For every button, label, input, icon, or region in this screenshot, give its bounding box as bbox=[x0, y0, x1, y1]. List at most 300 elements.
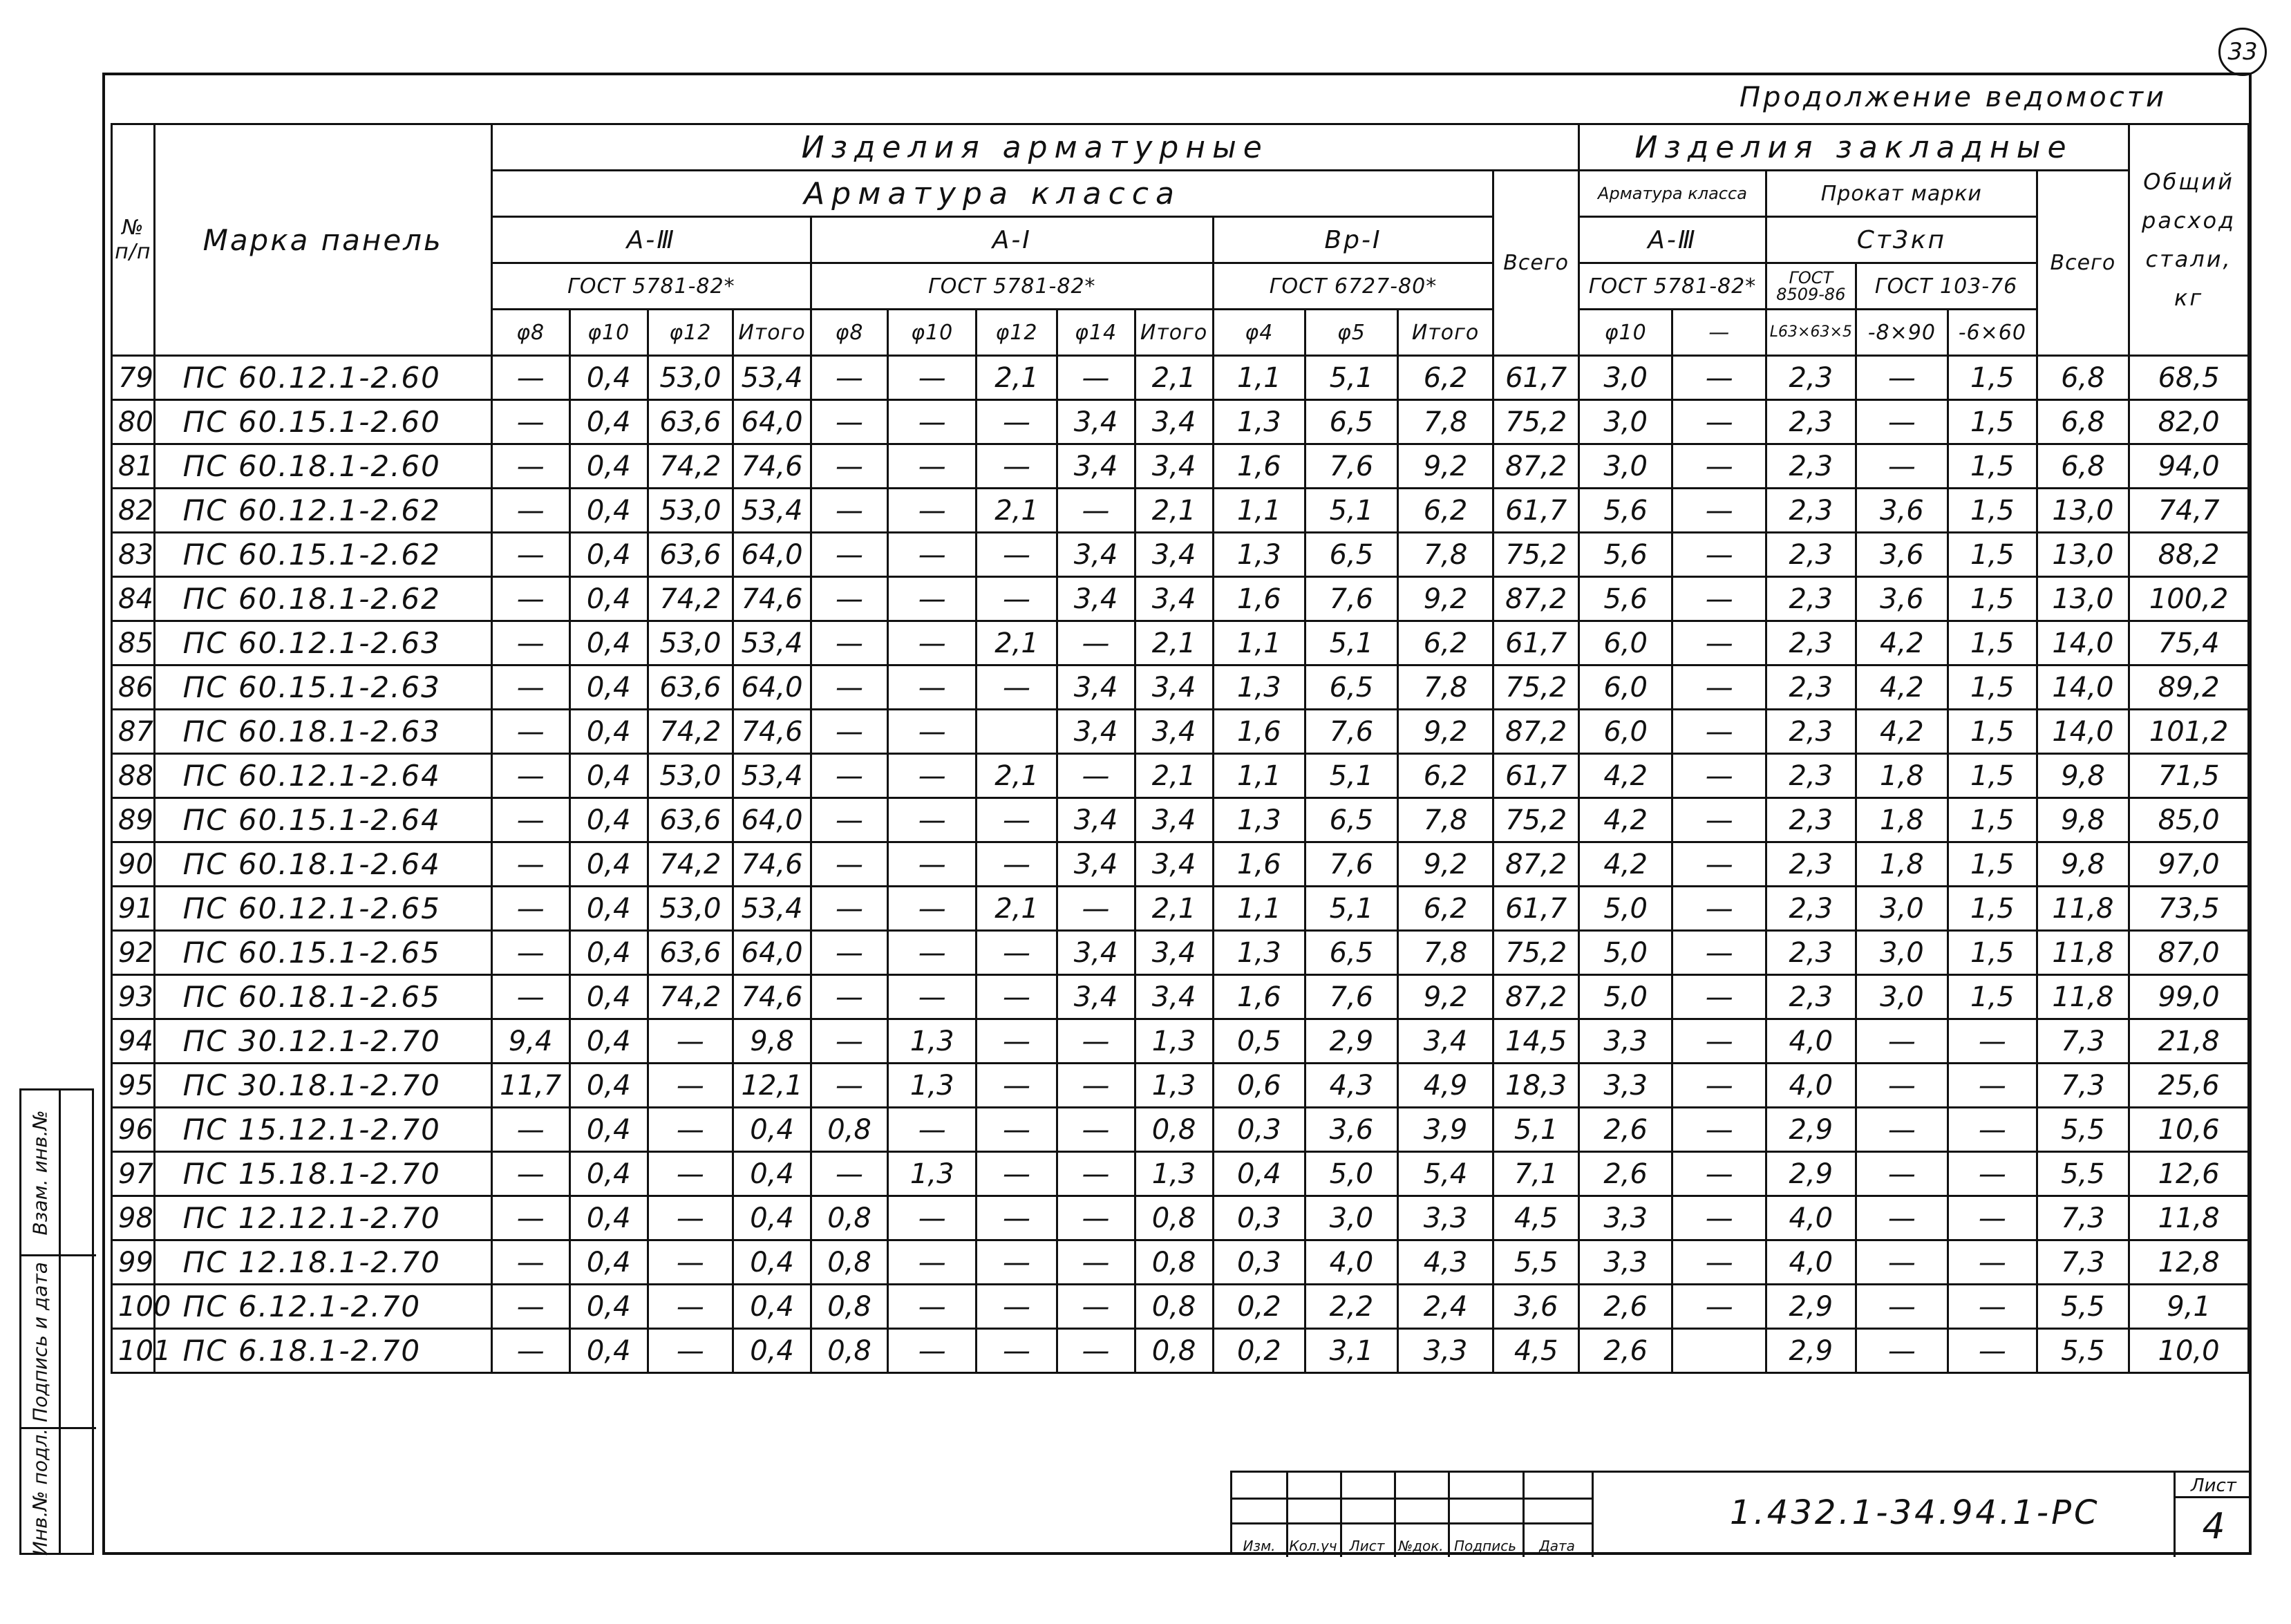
table-cell: 13,0 bbox=[2037, 489, 2129, 533]
revision-grid bbox=[1232, 1473, 1592, 1557]
table-cell: 4,0 bbox=[1305, 1240, 1398, 1285]
panel-mark: ПС 15.12.1-2.70 bbox=[154, 1108, 491, 1152]
table-row bbox=[112, 975, 2249, 1019]
table-cell: — bbox=[1856, 1019, 1948, 1064]
table-cell: 7,8 bbox=[1397, 400, 1493, 444]
table-cell: 14,0 bbox=[2037, 621, 2129, 665]
table-cell: 21,8 bbox=[2129, 1019, 2249, 1064]
table-cell: 2,3 bbox=[1766, 665, 1856, 710]
sheet-number: 4 bbox=[2202, 1506, 2225, 1547]
table-cell: — bbox=[811, 975, 888, 1019]
table-cell: 5,0 bbox=[1578, 887, 1672, 931]
table-cell: — bbox=[1057, 489, 1135, 533]
table-cell: 0,4 bbox=[733, 1196, 811, 1240]
table-cell: 6,0 bbox=[1578, 665, 1672, 710]
table-cell: 1,8 bbox=[1856, 754, 1948, 798]
table-cell: 1,6 bbox=[1213, 577, 1305, 621]
table-cell: 3,4 bbox=[1135, 533, 1213, 577]
tb-label-sign: Подпись bbox=[1454, 1538, 1516, 1554]
table-cell: 2,3 bbox=[1766, 489, 1856, 533]
table-cell: 3,0 bbox=[1856, 887, 1948, 931]
table-cell: 7,3 bbox=[2037, 1064, 2129, 1108]
table-cell: — bbox=[1948, 1108, 2037, 1152]
table-cell: 0,4 bbox=[733, 1240, 811, 1285]
table-cell: 53,0 bbox=[648, 887, 733, 931]
table-cell: 2,3 bbox=[1766, 931, 1856, 975]
table-cell: 3,4 bbox=[1135, 400, 1213, 444]
table-cell: 9,2 bbox=[1397, 842, 1493, 887]
table-cell: 0,4 bbox=[569, 975, 648, 1019]
table-cell: — bbox=[977, 1329, 1057, 1373]
table-cell: — bbox=[491, 931, 569, 975]
table-cell: 63,6 bbox=[648, 798, 733, 842]
table-cell: 53,0 bbox=[648, 356, 733, 400]
table-cell: 4,0 bbox=[1766, 1240, 1856, 1285]
table-cell: 1,3 bbox=[1213, 400, 1305, 444]
table-cell: 2,3 bbox=[1766, 356, 1856, 400]
table-cell: 0,4 bbox=[569, 1285, 648, 1329]
table-cell: 85,0 bbox=[2129, 798, 2249, 842]
table-cell: — bbox=[977, 975, 1057, 1019]
table-cell: 11,8 bbox=[2037, 931, 2129, 975]
col-vr-d4: φ4 bbox=[1213, 310, 1305, 356]
table-row bbox=[112, 489, 2249, 533]
table-cell: — bbox=[1948, 1329, 2037, 1373]
table-cell: 2,1 bbox=[977, 887, 1057, 931]
table-cell: 0,4 bbox=[569, 444, 648, 489]
header-group-rebar: Изделия арматурные bbox=[491, 124, 1578, 171]
table-cell: 1,5 bbox=[1948, 577, 2037, 621]
table-cell: 2,4 bbox=[1397, 1285, 1493, 1329]
table-cell: 0,4 bbox=[569, 489, 648, 533]
continuation-title: Продолжение ведомости bbox=[1739, 82, 2167, 113]
col-a1-d12: φ12 bbox=[977, 310, 1057, 356]
table-cell bbox=[1672, 1329, 1766, 1373]
table-cell: — bbox=[1856, 1240, 1948, 1285]
table-cell: 3,4 bbox=[1057, 577, 1135, 621]
table-cell: — bbox=[977, 665, 1057, 710]
table-cell: — bbox=[491, 577, 569, 621]
table-cell: — bbox=[888, 444, 977, 489]
table-cell: 3,4 bbox=[1135, 665, 1213, 710]
row-number: 84 bbox=[112, 577, 155, 621]
table-cell: 3,4 bbox=[1135, 931, 1213, 975]
table-cell: 9,8 bbox=[2037, 798, 2129, 842]
row-number: 81 bbox=[112, 444, 155, 489]
table-cell: — bbox=[1672, 887, 1766, 931]
table-cell: 1,6 bbox=[1213, 842, 1305, 887]
table-cell: — bbox=[491, 1329, 569, 1373]
sign-date-cell bbox=[21, 1256, 59, 1429]
table-cell: 6,2 bbox=[1397, 887, 1493, 931]
row-number: 101 bbox=[112, 1329, 155, 1373]
table-cell: 0,4 bbox=[569, 710, 648, 754]
table-row bbox=[112, 1019, 2249, 1064]
table-cell: 6,2 bbox=[1397, 489, 1493, 533]
table-cell: 3,3 bbox=[1578, 1019, 1672, 1064]
table-cell: 2,1 bbox=[977, 621, 1057, 665]
table-cell: — bbox=[1672, 842, 1766, 887]
table-cell: 1,3 bbox=[1135, 1152, 1213, 1196]
table-cell: 3,6 bbox=[1856, 577, 1948, 621]
table-cell: 3,3 bbox=[1578, 1064, 1672, 1108]
table-cell: — bbox=[1057, 1108, 1135, 1152]
panel-mark: ПС 60.12.1-2.63 bbox=[154, 621, 491, 665]
table-cell: 53,4 bbox=[733, 621, 811, 665]
table-cell: 88,2 bbox=[2129, 533, 2249, 577]
table-cell: — bbox=[811, 444, 888, 489]
table-cell: 53,4 bbox=[733, 489, 811, 533]
table-cell: 1,6 bbox=[1213, 710, 1305, 754]
table-cell: 2,1 bbox=[1135, 887, 1213, 931]
table-cell: — bbox=[1057, 887, 1135, 931]
table-cell: — bbox=[1856, 444, 1948, 489]
table-cell: 63,6 bbox=[648, 931, 733, 975]
table-cell: 75,2 bbox=[1493, 798, 1578, 842]
document-code: 1.432.1-34.94.1-РС bbox=[1730, 1493, 2100, 1532]
table-cell: — bbox=[977, 1019, 1057, 1064]
table-cell: — bbox=[491, 798, 569, 842]
table-cell: — bbox=[811, 887, 888, 931]
table-cell: 0,4 bbox=[569, 621, 648, 665]
table-cell: — bbox=[888, 931, 977, 975]
table-cell: 6,5 bbox=[1305, 665, 1398, 710]
replace-inv-value bbox=[59, 1090, 96, 1256]
table-cell: 87,2 bbox=[1493, 710, 1578, 754]
table-cell: — bbox=[1672, 1108, 1766, 1152]
header-class-vr1: Вр-Ⅰ bbox=[1213, 217, 1493, 263]
row-number: 87 bbox=[112, 710, 155, 754]
table-cell: 2,2 bbox=[1305, 1285, 1398, 1329]
panel-mark: ПС 12.18.1-2.70 bbox=[154, 1240, 491, 1285]
table-cell: — bbox=[977, 1152, 1057, 1196]
table-cell: 74,6 bbox=[733, 577, 811, 621]
table-cell: 0,4 bbox=[733, 1108, 811, 1152]
sign-date-value bbox=[59, 1256, 96, 1429]
table-cell: — bbox=[1057, 1152, 1135, 1196]
table-cell: 53,4 bbox=[733, 887, 811, 931]
table-cell: — bbox=[1672, 577, 1766, 621]
table-cell: 0,3 bbox=[1213, 1240, 1305, 1285]
table-cell: 53,4 bbox=[733, 356, 811, 400]
table-cell: 2,1 bbox=[1135, 621, 1213, 665]
table-cell: — bbox=[888, 710, 977, 754]
table-cell: 87,2 bbox=[1493, 577, 1578, 621]
table-cell: 53,0 bbox=[648, 489, 733, 533]
table-cell: — bbox=[1672, 400, 1766, 444]
table-cell: — bbox=[1672, 754, 1766, 798]
table-cell: 94,0 bbox=[2129, 444, 2249, 489]
table-cell: 2,9 bbox=[1305, 1019, 1398, 1064]
table-cell: — bbox=[977, 444, 1057, 489]
table-cell: — bbox=[1948, 1152, 2037, 1196]
table-row bbox=[112, 444, 2249, 489]
table-cell: 2,3 bbox=[1766, 887, 1856, 931]
table-cell: — bbox=[977, 1064, 1057, 1108]
table-row bbox=[112, 621, 2249, 665]
table-cell: 74,6 bbox=[733, 842, 811, 887]
table-cell: — bbox=[1948, 1240, 2037, 1285]
row-number: 83 bbox=[112, 533, 155, 577]
table-cell: — bbox=[977, 1196, 1057, 1240]
panel-mark: ПС 30.18.1-2.70 bbox=[154, 1064, 491, 1108]
table-cell: 64,0 bbox=[733, 665, 811, 710]
col-angle: L63×63×5 bbox=[1766, 310, 1856, 356]
table-cell: 3,6 bbox=[1493, 1285, 1578, 1329]
table-cell: — bbox=[1057, 356, 1135, 400]
table-cell: 1,1 bbox=[1213, 887, 1305, 931]
table-cell: 7,6 bbox=[1305, 842, 1398, 887]
row-number: 97 bbox=[112, 1152, 155, 1196]
table-row bbox=[112, 887, 2249, 931]
table-cell: 3,4 bbox=[1057, 842, 1135, 887]
table-cell: 6,5 bbox=[1305, 798, 1398, 842]
table-cell: 6,2 bbox=[1397, 621, 1493, 665]
table-cell: — bbox=[491, 444, 569, 489]
table-row bbox=[112, 710, 2249, 754]
table-cell: — bbox=[977, 577, 1057, 621]
side-stamp-strip bbox=[19, 1088, 94, 1555]
table-cell: 63,6 bbox=[648, 533, 733, 577]
table-cell: 75,2 bbox=[1493, 931, 1578, 975]
table-cell: 64,0 bbox=[733, 931, 811, 975]
table-cell: 0,5 bbox=[1213, 1019, 1305, 1064]
table-cell: 4,2 bbox=[1856, 621, 1948, 665]
table-cell: 3,4 bbox=[1057, 444, 1135, 489]
title-block bbox=[1230, 1471, 2252, 1555]
table-cell: 1,3 bbox=[1213, 533, 1305, 577]
table-cell: 4,3 bbox=[1305, 1064, 1398, 1108]
table-cell: 6,2 bbox=[1397, 754, 1493, 798]
row-number: 86 bbox=[112, 665, 155, 710]
inv-no-cell bbox=[21, 1429, 59, 1555]
table-cell: 0,8 bbox=[1135, 1240, 1213, 1285]
table-cell: 5,0 bbox=[1305, 1152, 1398, 1196]
col-a3-d12: φ12 bbox=[648, 310, 733, 356]
panel-mark: ПС 60.18.1-2.60 bbox=[154, 444, 491, 489]
table-cell: — bbox=[1672, 1285, 1766, 1329]
table-cell: 61,7 bbox=[1493, 887, 1578, 931]
table-cell: 0,4 bbox=[569, 356, 648, 400]
header-total: Всего bbox=[1493, 171, 1578, 356]
table-cell: — bbox=[888, 400, 977, 444]
table-cell: 74,6 bbox=[733, 710, 811, 754]
table-cell: 3,3 bbox=[1578, 1196, 1672, 1240]
panel-mark: ПС 60.15.1-2.64 bbox=[154, 798, 491, 842]
panel-mark: ПС 60.15.1-2.63 bbox=[154, 665, 491, 710]
table-cell: 11,8 bbox=[2037, 975, 2129, 1019]
table-cell: 4,0 bbox=[1766, 1019, 1856, 1064]
table-cell: 5,1 bbox=[1493, 1108, 1578, 1152]
table-cell: 1,8 bbox=[1856, 798, 1948, 842]
header-emb-gost-a3: ГОСТ 5781-82* bbox=[1578, 263, 1766, 310]
table-cell: 1,5 bbox=[1948, 444, 2037, 489]
table-row bbox=[112, 931, 2249, 975]
col-emb-dash: — bbox=[1672, 310, 1766, 356]
table-cell: 0,8 bbox=[1135, 1285, 1213, 1329]
table-cell: 0,2 bbox=[1213, 1285, 1305, 1329]
table-cell: 1,5 bbox=[1948, 754, 2037, 798]
table-cell: — bbox=[1057, 1240, 1135, 1285]
table-cell: — bbox=[811, 577, 888, 621]
row-number: 95 bbox=[112, 1064, 155, 1108]
col-a3-d10: φ10 bbox=[569, 310, 648, 356]
table-cell: — bbox=[1948, 1019, 2037, 1064]
table-cell: — bbox=[977, 400, 1057, 444]
table-cell: 5,0 bbox=[1578, 931, 1672, 975]
table-cell: — bbox=[648, 1240, 733, 1285]
row-number: 99 bbox=[112, 1240, 155, 1285]
table-row bbox=[112, 577, 2249, 621]
panel-mark: ПС 60.18.1-2.65 bbox=[154, 975, 491, 1019]
table-cell: 0,4 bbox=[733, 1329, 811, 1373]
table-cell: — bbox=[1856, 1064, 1948, 1108]
table-cell: — bbox=[888, 975, 977, 1019]
table-cell: 64,0 bbox=[733, 400, 811, 444]
table-cell: 0,4 bbox=[569, 577, 648, 621]
table-cell: — bbox=[491, 842, 569, 887]
table-cell: 9,8 bbox=[2037, 754, 2129, 798]
table-cell: 3,0 bbox=[1578, 356, 1672, 400]
table-cell: 0,4 bbox=[569, 842, 648, 887]
row-number: 100 bbox=[112, 1285, 155, 1329]
col-emb-d10: φ10 bbox=[1578, 310, 1672, 356]
table-cell: 0,4 bbox=[569, 1064, 648, 1108]
table-cell: — bbox=[811, 754, 888, 798]
table-row bbox=[112, 842, 2249, 887]
table-cell: — bbox=[888, 887, 977, 931]
col-a1-d8: φ8 bbox=[811, 310, 888, 356]
table-cell: 5,5 bbox=[2037, 1285, 2129, 1329]
table-cell: 0,4 bbox=[569, 754, 648, 798]
table-cell: 1,3 bbox=[888, 1152, 977, 1196]
table-cell: 14,0 bbox=[2037, 710, 2129, 754]
header-gost-vr1: ГОСТ 6727-80* bbox=[1213, 263, 1493, 310]
table-cell: 71,5 bbox=[2129, 754, 2249, 798]
table-cell: 87,0 bbox=[2129, 931, 2249, 975]
table-row bbox=[112, 356, 2249, 400]
col-a1-sum: Итого bbox=[1135, 310, 1213, 356]
table-cell: — bbox=[977, 1108, 1057, 1152]
panel-mark: ПС 60.12.1-2.60 bbox=[154, 356, 491, 400]
table-cell: 7,3 bbox=[2037, 1196, 2129, 1240]
table-cell: 2,3 bbox=[1766, 975, 1856, 1019]
table-cell: 9,8 bbox=[733, 1019, 811, 1064]
table-cell: — bbox=[888, 533, 977, 577]
table-row bbox=[112, 1196, 2249, 1240]
table-cell: 2,3 bbox=[1766, 842, 1856, 887]
table-cell: 2,3 bbox=[1766, 621, 1856, 665]
table-row bbox=[112, 798, 2249, 842]
table-cell: 75,2 bbox=[1493, 400, 1578, 444]
table-cell: 1,3 bbox=[1213, 665, 1305, 710]
table-cell: 3,3 bbox=[1578, 1240, 1672, 1285]
table-cell: 6,5 bbox=[1305, 931, 1398, 975]
table-cell: 0,8 bbox=[811, 1240, 888, 1285]
tb-label-izm: Изм. bbox=[1243, 1538, 1276, 1554]
col-vr-sum: Итого bbox=[1397, 310, 1493, 356]
table-cell: 2,6 bbox=[1578, 1108, 1672, 1152]
table-cell: 7,6 bbox=[1305, 975, 1398, 1019]
col-a1-d14: φ14 bbox=[1057, 310, 1135, 356]
table-cell: 3,4 bbox=[1057, 710, 1135, 754]
col-vr-d5: φ5 bbox=[1305, 310, 1398, 356]
table-cell: 0,4 bbox=[733, 1285, 811, 1329]
table-cell: 5,6 bbox=[1578, 489, 1672, 533]
table-cell: — bbox=[811, 621, 888, 665]
table-cell: 7,8 bbox=[1397, 533, 1493, 577]
table-cell: 0,4 bbox=[569, 1108, 648, 1152]
table-cell: 3,6 bbox=[1305, 1108, 1398, 1152]
table-cell: 4,0 bbox=[1766, 1064, 1856, 1108]
table-cell: 7,3 bbox=[2037, 1019, 2129, 1064]
row-number: 93 bbox=[112, 975, 155, 1019]
table-cell: — bbox=[1948, 1285, 2037, 1329]
table-cell: 2,3 bbox=[1766, 710, 1856, 754]
table-cell: 2,3 bbox=[1766, 577, 1856, 621]
table-cell: 1,5 bbox=[1948, 798, 2037, 842]
table-cell: 5,6 bbox=[1578, 577, 1672, 621]
table-cell: — bbox=[1948, 1064, 2037, 1108]
header-group-embedded: Изделия закладные bbox=[1578, 124, 2129, 171]
table-cell: — bbox=[888, 1285, 977, 1329]
table-cell: — bbox=[1856, 1329, 1948, 1373]
table-cell: — bbox=[1672, 1064, 1766, 1108]
table-row bbox=[112, 1329, 2249, 1373]
table-cell: 4,9 bbox=[1397, 1064, 1493, 1108]
col-strip90: -8×90 bbox=[1856, 310, 1948, 356]
table-cell: 25,6 bbox=[2129, 1064, 2249, 1108]
table-cell: 87,2 bbox=[1493, 975, 1578, 1019]
panel-mark: ПС 15.18.1-2.70 bbox=[154, 1152, 491, 1196]
table-cell: 3,0 bbox=[1578, 444, 1672, 489]
table-cell: 61,7 bbox=[1493, 356, 1578, 400]
row-number: 79 bbox=[112, 356, 155, 400]
table-cell: 2,3 bbox=[1766, 798, 1856, 842]
table-cell: 2,1 bbox=[977, 754, 1057, 798]
table-row bbox=[112, 1240, 2249, 1285]
table-cell: 1,5 bbox=[1948, 356, 2037, 400]
table-cell: 5,0 bbox=[1578, 975, 1672, 1019]
row-number: 90 bbox=[112, 842, 155, 887]
panel-mark: ПС 60.12.1-2.62 bbox=[154, 489, 491, 533]
table-cell: — bbox=[888, 489, 977, 533]
table-cell: 3,4 bbox=[1135, 444, 1213, 489]
table-cell: 3,4 bbox=[1135, 842, 1213, 887]
table-cell: — bbox=[491, 1285, 569, 1329]
table-cell: 0,8 bbox=[1135, 1196, 1213, 1240]
table-cell: 5,5 bbox=[2037, 1108, 2129, 1152]
table-cell: — bbox=[1672, 1196, 1766, 1240]
table-cell: 5,1 bbox=[1305, 754, 1398, 798]
header-gost-a1: ГОСТ 5781-82* bbox=[811, 263, 1214, 310]
table-cell: 2,3 bbox=[1766, 400, 1856, 444]
table-cell: 6,8 bbox=[2037, 444, 2129, 489]
table-cell: 7,6 bbox=[1305, 710, 1398, 754]
table-cell: 97,0 bbox=[2129, 842, 2249, 887]
table-cell: 3,3 bbox=[1397, 1329, 1493, 1373]
table-cell: 7,3 bbox=[2037, 1240, 2129, 1285]
table-cell: — bbox=[1672, 798, 1766, 842]
table-cell: 53,4 bbox=[733, 754, 811, 798]
table-cell: 100,2 bbox=[2129, 577, 2249, 621]
header-class-a3: А-Ⅲ bbox=[491, 217, 811, 263]
table-cell: — bbox=[648, 1196, 733, 1240]
table-cell: — bbox=[491, 1240, 569, 1285]
table-cell: 7,6 bbox=[1305, 444, 1398, 489]
table-cell: 12,6 bbox=[2129, 1152, 2249, 1196]
header-no: № п/п bbox=[112, 124, 155, 356]
